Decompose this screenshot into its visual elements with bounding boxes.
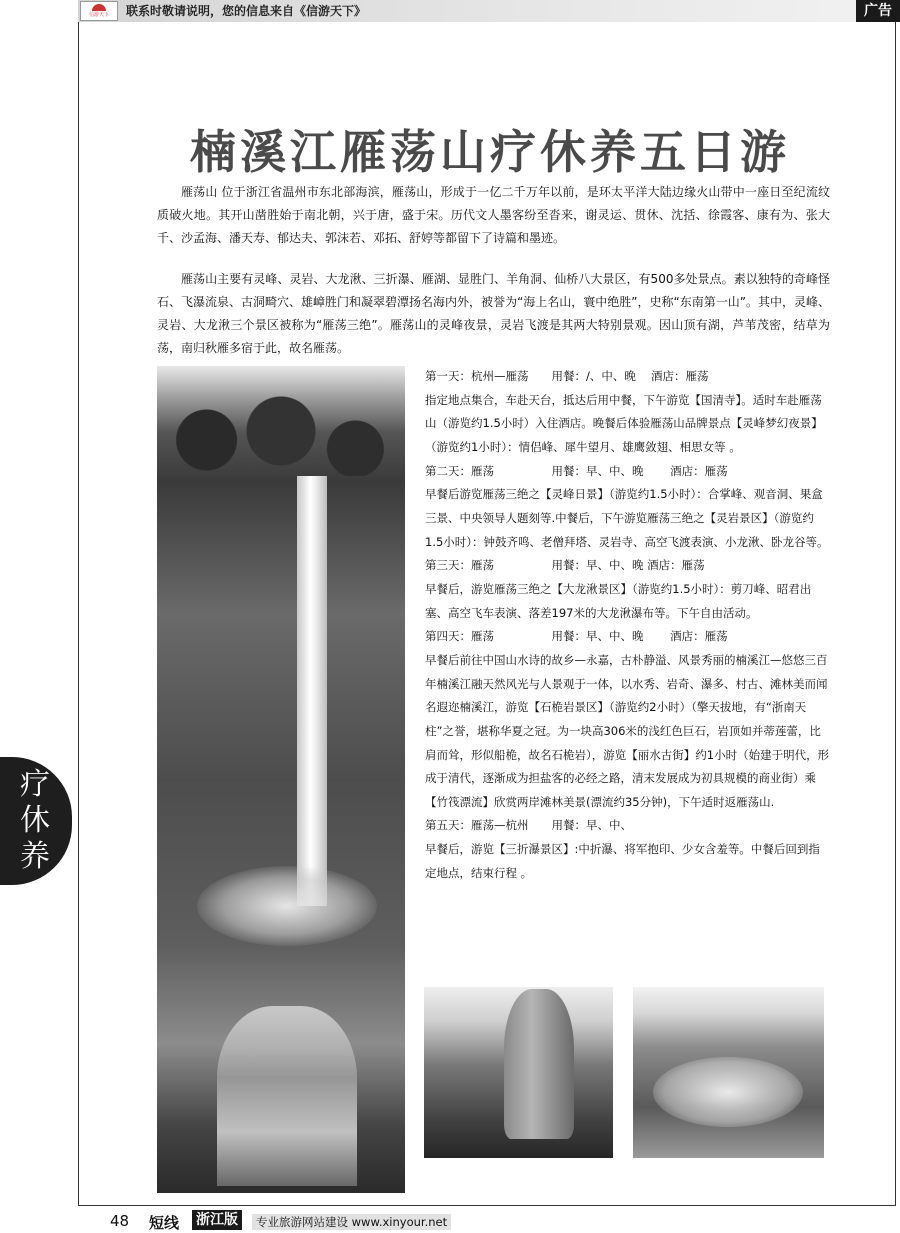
- side-tab-char: 疗: [20, 767, 50, 802]
- footer-brand: 短线: [149, 1214, 180, 1232]
- village-river-photo: [633, 987, 824, 1158]
- logo-text: 信游天下: [88, 12, 109, 18]
- itinerary-day-detail: 早餐后游览雁荡三绝之【灵峰日景】（游览约1.5小时）：合掌峰、观音洞、果盒三景、中央领导人题刻等.中餐后，下午游览雁荡三绝之【灵岩景区】（游览约1.5小时）：钟鼓齐鸣、老僧拜塔、灵岩寺、高空飞渡表演、小龙湫、卧龙谷等。: [425, 487, 829, 549]
- itinerary: [425, 365, 830, 885]
- rock-peak-shape: [504, 989, 574, 1139]
- itinerary-day-detail: 早餐后，游览【三折瀑景区】:中折瀑、将军抱印、少女含羞等。中餐后回到指定地点，结束行程 。: [425, 842, 820, 880]
- itinerary-day-detail: 早餐后，游览雁荡三绝之【大龙湫景区】（游览约1.5小时）：剪刀峰、昭君出塞、高空飞车表演、落差197米的大龙湫瀑布等。下午自由活动。: [425, 581, 812, 620]
- itinerary-day-header: 第三天：雁荡 用餐：早、中、晚 酒店：雁荡: [425, 558, 705, 573]
- footer-edition: 浙江版: [192, 1210, 242, 1230]
- waterfall-shape: [297, 476, 327, 906]
- itinerary-day-header: 第一天：杭州—雁荡 用餐：/、中、晚 酒店：雁荡: [425, 369, 709, 383]
- intro-paragraph: 雁荡山主要有灵峰、灵岩、大龙湫、三折瀑、雁湖、显胜门、羊角洞、仙桥八大景区，有500多处景点。素以独特的奇峰怪石、飞瀑流泉、古洞畸穴、雄嶂胜门和凝翠碧潭扬名海内外，被誉为“海上名山，寰中绝胜”，史称“东南第一山”。其中，灵峰、灵岩、大龙湫三个景区被称为“雁荡三绝”。雁荡山的灵峰夜景，灵岩飞渡是其两大特别景观。因山顶有湖，芦苇茂密，结草为荡，南归秋雁多宿于此，故名雁荡。: [157, 272, 830, 355]
- intro-paragraph: 雁荡山 位于浙江省温州市东北部海滨，雁荡山，形成于一亿二千万年以前，是环太平洋大陆边缘火山带中一座日至纪流纹质破火地。其开山凿胜始于南北朝，兴于唐，盛于宋。历代文人墨客纷至沓来，谢灵运、贯休、沈括、徐霞客、康有为、张大千、沙孟海、潘天寿、郁达夫、郭沫若、邓拓、舒婷等都留下了诗篇和墨迹。: [157, 185, 830, 245]
- river-mist-shape: [653, 1057, 803, 1127]
- itinerary-day-header: 第四天：雁荡 用餐：早、中、晚 酒店：雁荡: [425, 629, 728, 644]
- waterfall-photo: [157, 366, 405, 1193]
- stream-shape: [217, 1006, 357, 1186]
- page-title: 楠溪江雁荡山疗休养五日游: [190, 125, 790, 179]
- footer-description: 专业旅游网站建设 www.xinyour.net: [252, 1214, 451, 1230]
- header-note: 联系时敬请说明，您的信息来自《信游天下》: [126, 4, 367, 18]
- mist-shape: [197, 866, 377, 946]
- ad-tag: 广告: [856, 0, 900, 22]
- side-tab-char: 休: [20, 803, 50, 838]
- itinerary-day-detail: 早餐后前往中国山水诗的故乡—永嘉，古朴静溢、风景秀丽的楠溪江—悠悠三百年楠溪江融天然风光与人景观于一体，以水秀、岩奇、瀑多、村古、滩林美而闻名遐迩楠溪江，游览【石桅岩景区】（游览约2小时）（擎天拔地，有“浙南天柱”之誉，堪称华夏之冠。为一块高306米的浅红色巨石，岩顶如并蒂莲蕾，比肩而耸，形似船桅，故名石桅岩），游览【丽水古街】约1小时（始建于明代，形成于清代，逐渐成为担盐客的必经之路，清末发展成为初具规模的商业街）乘【竹筏漂流】欣赏两岸滩林美景(漂流约35分钟)，下午适时返雁荡山.: [425, 652, 830, 809]
- page-number: 48: [110, 1212, 130, 1230]
- rock-pillar-photo: [424, 987, 613, 1158]
- itinerary-day-header: 第二天：雁荡 用餐：早、中、晚 酒店：雁荡: [425, 463, 728, 478]
- logo: [80, 1, 118, 21]
- itinerary-day-detail: 指定地点集合，车赴天台，抵达后用中餐，下午游览【国清寺】。适时车赴雁荡山（游览约1.5小时）入住酒店。晚餐后体验雁荡山品牌景点【灵峰梦幻夜景】（游览约1小时）：情侣峰、犀牛望月、雄鹰敛翅、相思女等 。: [425, 392, 823, 454]
- itinerary-day-header: 第五天：雁荡—杭州 用餐：早、中、: [425, 818, 632, 833]
- logo-sun-icon: [92, 4, 106, 11]
- trees-shape: [157, 386, 405, 476]
- section-side-tab: [0, 757, 72, 885]
- side-tab-char: 养: [20, 839, 50, 874]
